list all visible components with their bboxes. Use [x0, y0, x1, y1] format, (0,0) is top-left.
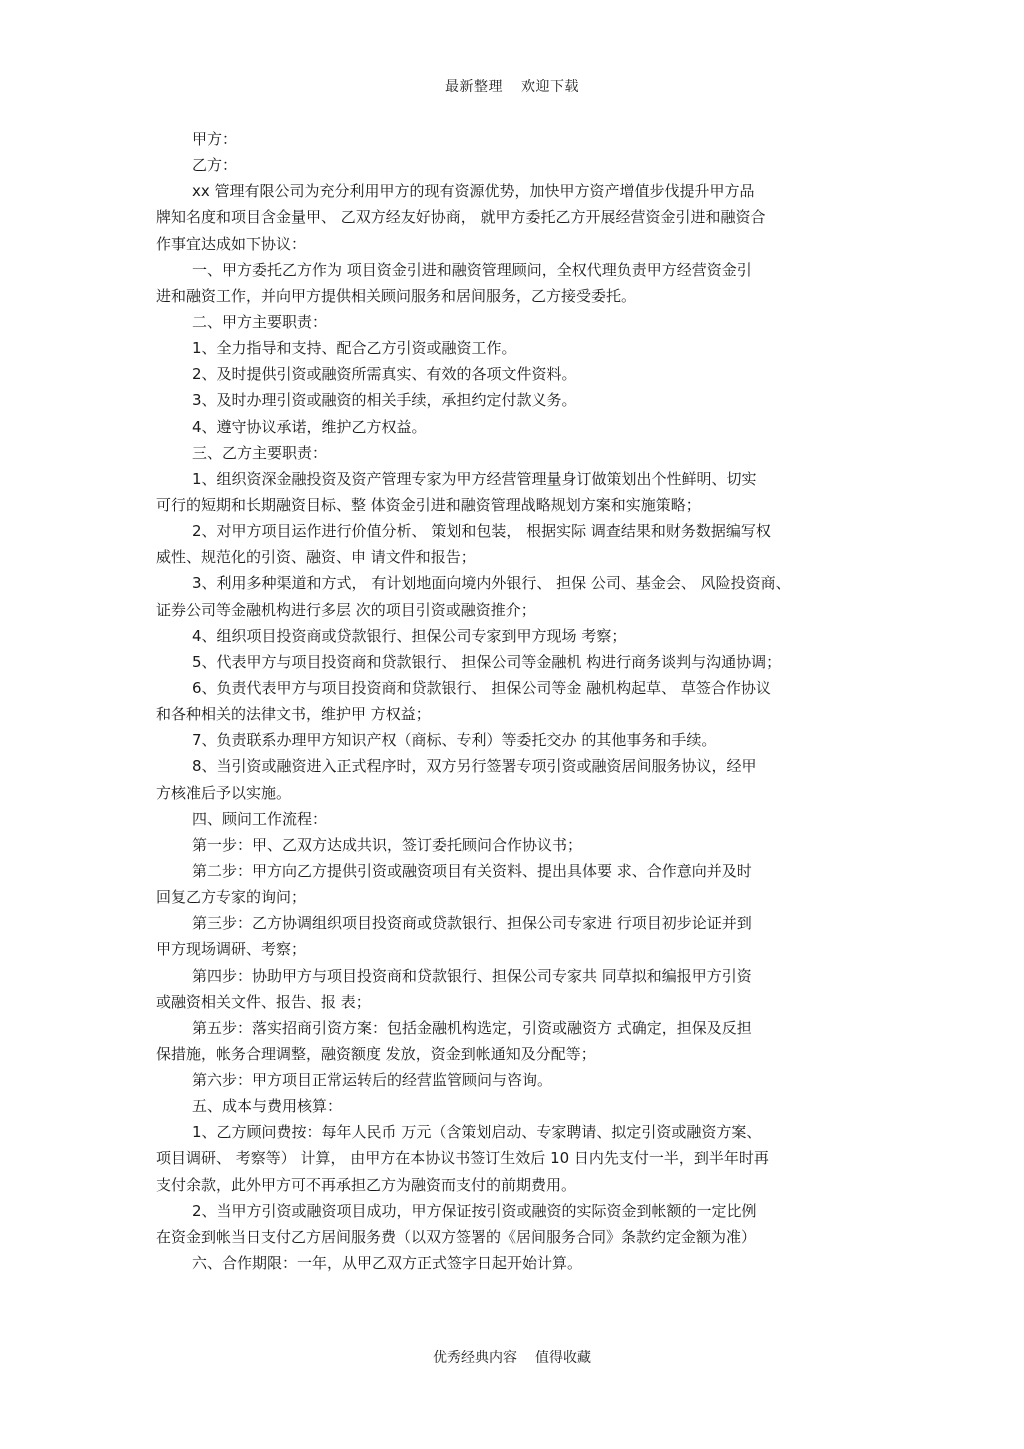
- text-line: 甲方：: [192, 130, 238, 148]
- contract-body: [156, 126, 868, 1276]
- text-line: 6、负责代表甲方与项目投资商和贷款银行、 担保公司等金 融机构起草、 草签合作协议: [192, 678, 771, 697]
- text-line: 第三步：乙方协调组织项目投资商或贷款银行、担保公司专家进 行项目初步论证并到: [192, 914, 752, 933]
- text-line: 五、成本与费用核算：: [192, 1097, 343, 1116]
- page-footer: [0, 1347, 1024, 1367]
- text-line: 一、甲方委托乙方作为 项目资金引进和融资管理顾问，全权代理负责甲方经营资金引: [192, 260, 752, 279]
- text-line: 支付余款，此外甲方可不再承担乙方为融资而支付的前期费用。: [156, 1175, 577, 1194]
- text-line: 或融资相关文件、报告、报 表；: [156, 992, 371, 1011]
- text-line: 2、对甲方项目运作进行价值分析、 策划和包装， 根据实际 调查结果和财务数据编写权: [192, 522, 771, 541]
- text-line: 保措施，帐务合理调整，融资额度 发放，资金到帐通知及分配等；: [156, 1044, 596, 1063]
- text-line: 方核准后予以实施。: [156, 783, 292, 802]
- text-line: 威性、规范化的引资、融资、申 请文件和报告；: [156, 548, 476, 567]
- text-line: 1、组织资深金融投资及资产管理专家为甲方经营管理量身订做策划出个性鲜明、切实: [192, 469, 757, 488]
- text-line: 项目调研、 考察等） 计算， 由甲方在本协议书签订生效后 10 日内先支付一半，到半年时再: [156, 1149, 769, 1168]
- text-line: 进和融资工作，并向甲方提供相关顾问服务和居间服务，乙方接受委托。: [156, 286, 637, 305]
- text-line: 四、顾问工作流程：: [192, 809, 328, 828]
- header-left-text: 最新整理: [445, 79, 503, 95]
- text-line: 作事宜达成如下协议：: [156, 234, 307, 253]
- text-line: 甲方现场调研、考察；: [156, 940, 307, 959]
- text-line: 可行的短期和长期融资目标、整 体资金引进和融资管理战略规划方案和实施策略；: [156, 495, 701, 514]
- text-line: 和各种相关的法律文书，维护甲 方权益；: [156, 705, 431, 724]
- text-line: 3、及时办理引资或融资的相关手续，承担约定付款义务。: [192, 391, 577, 410]
- text-line: 5、代表甲方与项目投资商和贷款银行、 担保公司等金融机 构进行商务谈判与沟通协调；: [192, 652, 782, 671]
- text-line: 第五步：落实招商引资方案：包括金融机构选定，引资或融资方 式确定，担保及反担: [192, 1018, 752, 1037]
- text-line: xx 管理有限公司为充分利用甲方的现有资源优势，加快甲方资产增值步伐提升甲方品: [192, 182, 755, 201]
- text-line: 2、及时提供引资或融资所需真实、有效的各项文件资料。: [192, 365, 577, 384]
- text-line: 二、甲方主要职责：: [192, 312, 328, 331]
- text-line: 4、组织项目投资商或贷款银行、担保公司专家到甲方现场 考察；: [192, 626, 627, 645]
- text-line: 第一步：甲、乙双方达成共识，签订委托顾问合作协议书；: [192, 835, 583, 854]
- text-line: 三、乙方主要职责：: [192, 443, 328, 462]
- text-line: 在资金到帐当日支付乙方居间服务费（以双方签署的《居间服务合同》条款约定金额为准）: [156, 1227, 757, 1246]
- header-right-text: 欢迎下载: [521, 79, 579, 95]
- text-line: 乙方：: [192, 156, 238, 175]
- text-line: 牌知名度和项目含金量甲、 乙双方经友好协商， 就甲方委托乙方开展经营资金引进和融资合: [156, 208, 766, 227]
- text-line: 1、全力指导和支持、配合乙方引资或融资工作。: [192, 339, 517, 358]
- text-line: 2、当甲方引资或融资项目成功，甲方保证按引资或融资的实际资金到帐额的一定比例: [192, 1201, 757, 1220]
- text-line: 第四步：协助甲方与项目投资商和贷款银行、担保公司专家共 同草拟和编报甲方引资: [192, 966, 752, 985]
- text-line: 4、遵守协议承诺，维护乙方权益。: [192, 417, 427, 436]
- text-line: 3、利用多种渠道和方式， 有计划地面向境内外银行、 担保 公司、基金会、 风险投资商、: [192, 574, 791, 593]
- text-line: 第六步：甲方项目正常运转后的经营监管顾问与咨询。: [192, 1071, 553, 1090]
- text-line: 回复乙方专家的询问；: [156, 888, 307, 907]
- text-line: 六、合作期限：一年，从甲乙双方正式签字日起开始计算。: [192, 1254, 583, 1273]
- footer-right-text: 值得收藏: [535, 1350, 591, 1366]
- page-header: [0, 76, 1024, 96]
- text-line: 8、当引资或融资进入正式程序时，双方另行签署专项引资或融资居间服务协议，经甲: [192, 757, 757, 776]
- text-line: 7、负责联系办理甲方知识产权（商标、专利）等委托交办 的其他事务和手续。: [192, 731, 717, 750]
- text-line: 证券公司等金融机构进行多层 次的项目引资或融资推介；: [156, 600, 536, 619]
- text-line: 1、乙方顾问费按：每年人民币 万元（含策划启动、专家聘请、拟定引资或融资方案、: [192, 1123, 762, 1142]
- text-line: 第二步：甲方向乙方提供引资或融资项目有关资料、提出具体要 求、合作意向并及时: [192, 861, 752, 880]
- footer-left-text: 优秀经典内容: [433, 1350, 517, 1366]
